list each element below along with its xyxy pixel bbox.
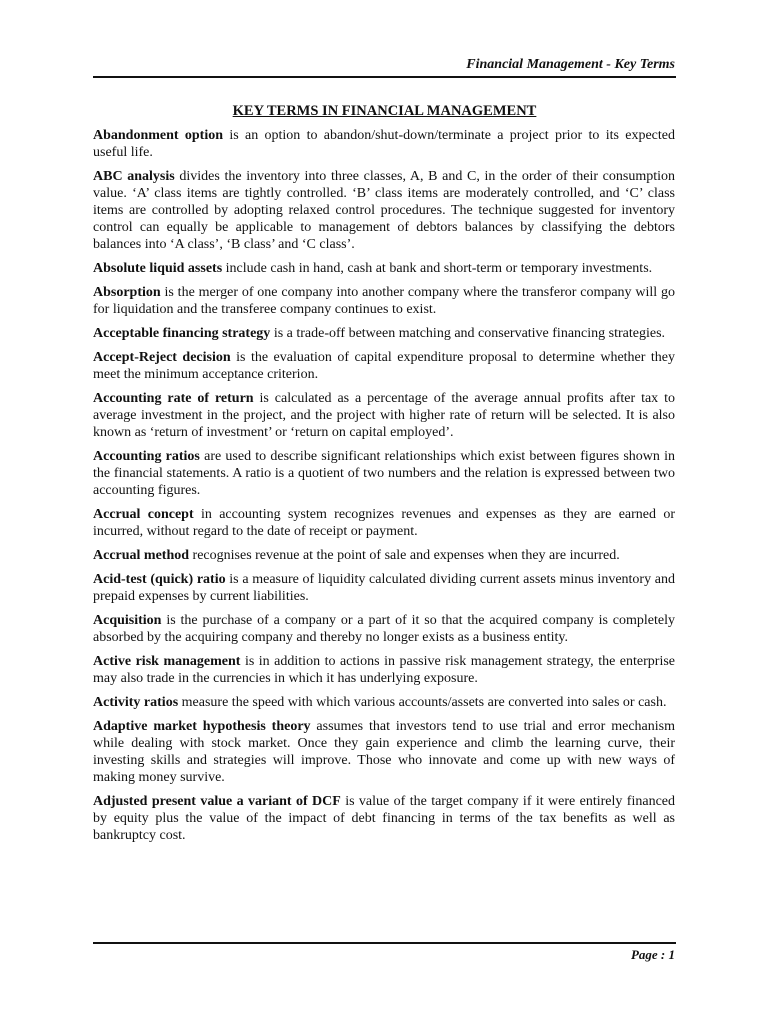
entry-term: Absolute liquid assets (93, 261, 223, 276)
entry-definition: in accounting system recognizes revenues and expenses as they are earned or incurred, without regard to the date of receipt or payment. (93, 507, 675, 539)
entry-definition: are used to describe significant relationships which exist between figures shown in the financial statements. A ratio is a quotient of two numbers and the relation is expressed between two accounting figures. (93, 449, 676, 498)
entry-definition: is the evaluation of capital expenditure proposal to determine whether they meet the minimum acceptance criterion. (93, 350, 676, 382)
entry-term: Accounting rate of return (93, 391, 254, 406)
entry-term: Accrual method (93, 548, 190, 563)
entry-definition: is the merger of one company into another company where the transferor company will go for liquidation and the transferee company continues to exist. (93, 285, 675, 317)
glossary-entry (93, 448, 675, 499)
entry-definition: is value of the target company if it were entirely financed by equity plus the value of the impact of debt financing in terms of the tax benefits as well as bankruptcy cost. (93, 794, 676, 843)
document-title: KEY TERMS IN FINANCIAL MANAGEMENT (232, 103, 537, 119)
header-divider (93, 76, 676, 78)
entry-definition: is a measure of liquidity calculated dividing current assets minus inventory and prepaid expenses by current liabilities. (93, 572, 675, 604)
entry-definition: is the purchase of a company or a part of it so that the acquired company is completely absorbed by the acquiring company and thereby no longer exists as a business entity. (93, 613, 675, 645)
running-header: Financial Management - Key Terms (466, 57, 675, 72)
entry-term: Adjusted present value a variant of DCF (93, 794, 341, 809)
entry-definition: include cash in hand, cash at bank and short-term or temporary investments. (222, 261, 653, 276)
entry-definition: is a trade-off between matching and conservative financing strategies. (270, 326, 666, 341)
glossary-entry (93, 571, 675, 605)
entry-definition: measure the speed with which various accounts/assets are converted into sales or cash. (178, 695, 667, 710)
entry-term: Active risk management (93, 654, 241, 669)
glossary-entry (93, 260, 675, 277)
entry-term: Absorption (93, 285, 161, 300)
entry-term: Acceptable financing strategy (93, 326, 271, 341)
entry-definition: is an option to abandon/shut-down/terminate a project prior to its expected useful life. (93, 128, 675, 160)
glossary-entry (93, 506, 675, 540)
entry-term: Acquisition (93, 613, 162, 628)
entry-definition: divides the inventory into three classes, A, B and C, in the order of their consumption value. ‘A’ class items are tightly controlled. ‘B’ class items are moderately controlled, and ‘C’ class items are controlled by adopting relaxed control procedures. The technique suggested for inventory control can equally be applicable to management of debtors balances by classifying the debtors balances into ‘A class’, ‘B class’ and ‘C class’. (93, 169, 675, 252)
entry-term: ABC analysis (93, 169, 175, 184)
page-number: Page : 1 (630, 947, 675, 962)
glossary-entry (93, 547, 675, 564)
entry-term: Adaptive market hypothesis theory (93, 719, 311, 734)
glossary-entry (93, 793, 675, 844)
entry-definition: assumes that investors tend to use trial and error mechanism while dealing with stock market. Once they gain experience and climb the learning curve, their investing skills and strategies will improve. Those who innovate and come up with new ways of making money survive. (93, 719, 675, 785)
glossary-entry (93, 718, 675, 786)
entry-definition: is calculated as a percentage of the average annual profits after tax to average investment in the project, and the project with higher rate of return will be selected. It is also known as ‘return of investment’ or ‘return on capital employed’. (93, 391, 675, 440)
glossary-entry (93, 284, 675, 318)
glossary-list (93, 127, 675, 851)
glossary-entry (93, 612, 675, 646)
glossary-entry (93, 653, 675, 687)
glossary-entry (93, 127, 675, 161)
footer-divider (93, 942, 676, 944)
glossary-entry (93, 168, 675, 253)
entry-definition: is in addition to actions in passive risk management strategy, the enterprise may also trade in the currencies in which it has underlying exposure. (93, 654, 675, 686)
glossary-entry (93, 325, 675, 342)
entry-term: Accept-Reject decision (93, 350, 231, 365)
glossary-entry (93, 694, 675, 711)
entry-term: Acid-test (quick) ratio (93, 572, 226, 587)
entry-term: Accounting ratios (93, 449, 200, 464)
glossary-entry (93, 390, 675, 441)
entry-definition: recognises revenue at the point of sale and expenses when they are incurred. (189, 548, 620, 563)
entry-term: Accrual concept (93, 507, 194, 522)
entry-term: Abandonment option (93, 128, 224, 143)
glossary-entry (93, 349, 675, 383)
entry-term: Activity ratios (93, 695, 179, 710)
